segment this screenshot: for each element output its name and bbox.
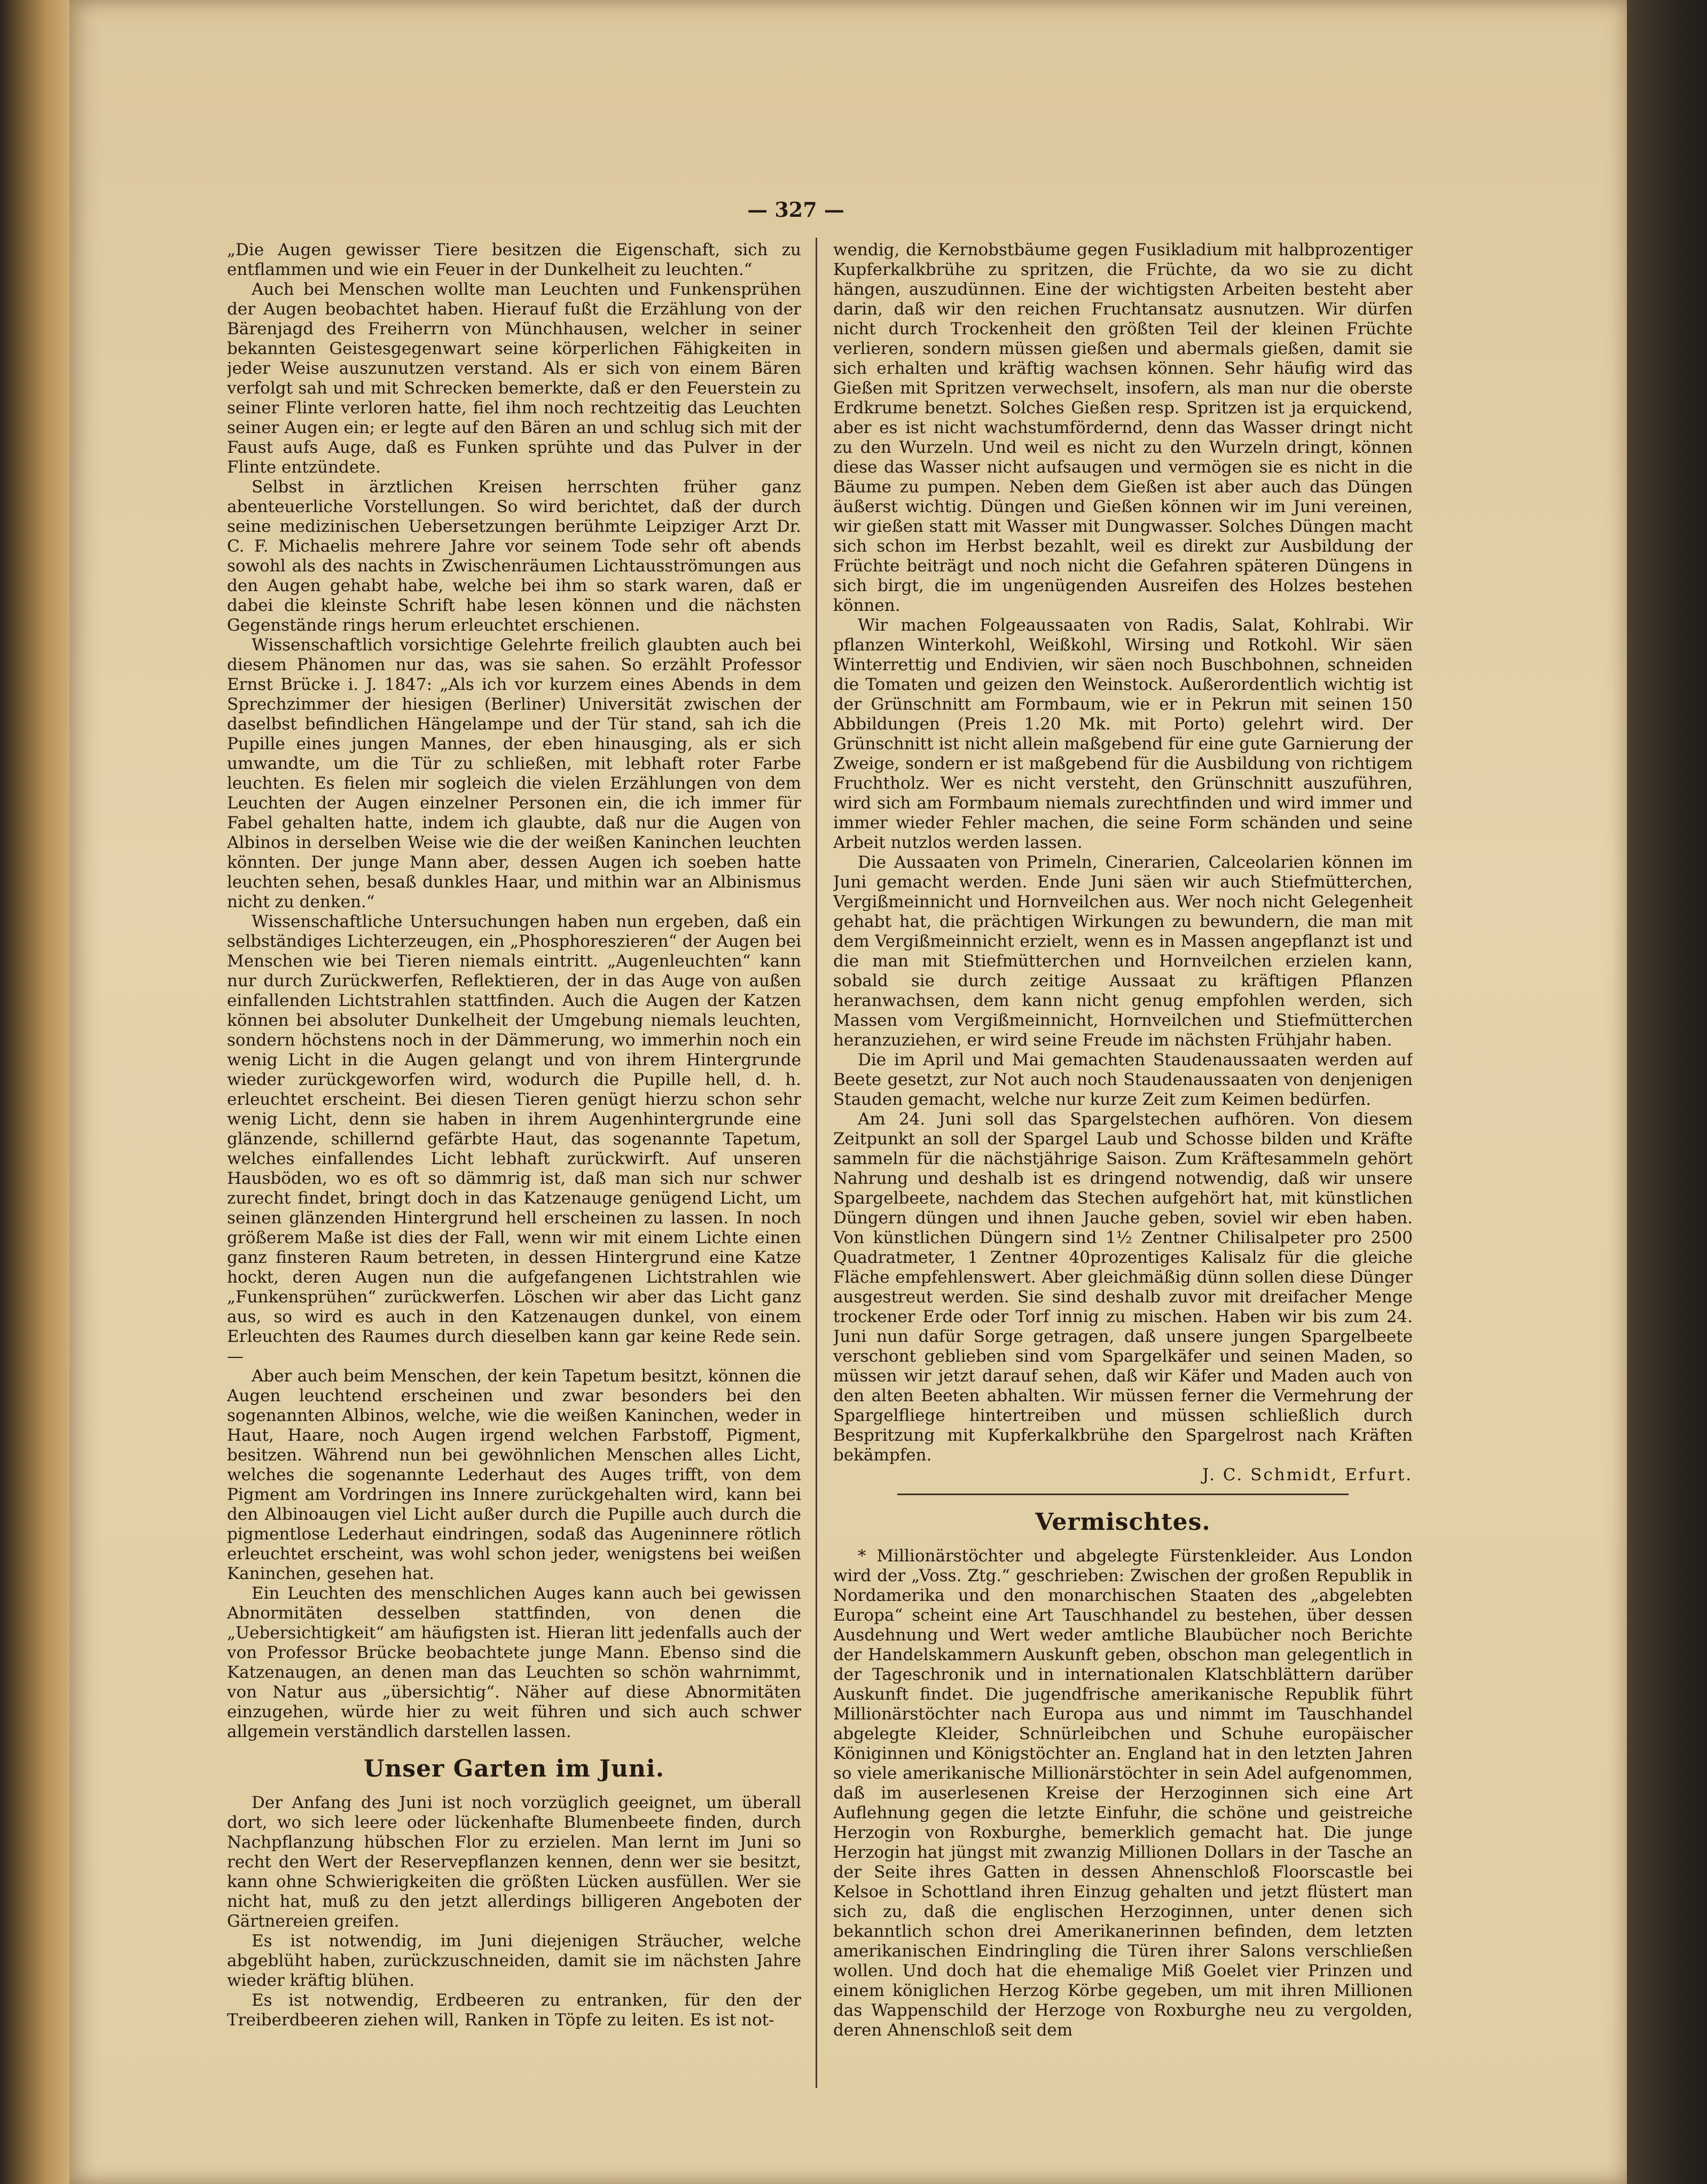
author-signature: J. C. Schmidt, Erfurt. [1202, 1465, 1413, 1484]
paragraph: Wissenschaftlich vorsichtige Gelehrte freilich glaubten auch bei diesem Phänomen nur das, was sie sahen. So erzählt Professor Ernst Brücke i. J. 1847: „Als ich vor kurzem eines Abends in dem Sprechzimmer der hiesigen (Berliner) Universität zwischen der daselbst befindlichen Hängelampe und der Tür stand, sah ich die Pupille eines jungen Mannes, der eben hinausging, als er sich umwandte, um die Tür zu schließen, mit lebhaft roter Farbe leuchten. Es fielen mir sogleich die vielen Erzählungen von dem Leuchten der Augen einzelner Personen ein, die ich immer für Fabel gehalten hatte, indem ich glaubte, daß nur die Augen von Albinos in derselben Weise wie die der weißen Kaninchen leuchten könnten. Der junge Mann aber, dessen Augen ich soeben hatte leuchten sehen, besaß dunkles Haar, und mithin war an Albinismus nicht zu denken.“ [227, 635, 801, 912]
left-column [227, 240, 801, 2141]
paragraph: Auch bei Menschen wollte man Leuchten und Funkensprühen der Augen beobachtet haben. Hierauf fußt die Erzählung von der Bärenjagd des Freiherrn von Münchhausen, welcher in seiner bekannten Geistesgegenwart seine körperlichen Fähigkeiten in jeder Weise auszunutzen verstand. Als er sich von einem Bären verfolgt sah und mit Schrecken bemerkte, daß er den Feuerstein zu seiner Flinte verloren hatte, fiel ihm noch rechtzeitig das Leuchten seiner Augen ein; er legte auf den Bären an und schlug sich mit der Faust aufs Auge, daß es Funken sprühte und das Pulver in der Flinte entzündete. [227, 280, 801, 477]
paragraph: Es ist notwendig, im Juni diejenigen Sträucher, welche abgeblüht haben, zurückzuschneiden, damit sie im nächsten Jahre wieder kräftig blühen. [227, 1931, 801, 1990]
binding-shadow [0, 0, 69, 2184]
paragraph: Am 24. Juni soll das Spargelstechen aufhören. Von diesem Zeitpunkt an soll der Spargel Laub und Schosse bilden und Kräfte sammeln für die nächstjährige Saison. Zum Kräftesammeln gehört Nahrung und deshalb ist es dringend notwendig, daß wir unsere Spargelbeete, nachdem das Stechen aufgehört hat, mit künstlichen Düngern düngen und ihnen Jauche geben, soviel wir eben haben. Von künstlichen Düngern sind 1½ Zentner Chilisalpeter pro 2500 Quadratmeter, 1 Zentner 40prozentiges Kalisalz für die gleiche Fläche empfehlenswert. Aber gleichmäßig dünn sollen diese Dünger ausgestreut werden. Sie sind deshalb zuvor mit dreifacher Menge trockener Erde oder Torf innig zu mischen. Haben wir bis zum 24. Juni nun dafür Sorge getragen, daß unsere jungen Spargelbeete verschont geblieben sind vom Spargelkäfer und seinen Maden, so müssen wir jetzt darauf sehen, daß wir Käfer und Maden auch von den alten Beeten abhalten. Wir müssen ferner die Vermehrung der Spargelfliege hintertreiben und müssen schließlich durch Bespritzung mit Kupferkalkbrühe den Spargelrost nach Kräften bekämpfen. [833, 1110, 1413, 1465]
section-rule [897, 1494, 1349, 1495]
paragraph: * Millionärstöchter und abgelegte Fürstenkleider. Aus London wird der „Voss. Ztg.“ geschrieben: Zwischen der großen Republik in Nordamerika und den monarchischen Staaten des „abgelebten Europa“ scheint eine Art Tauschhandel zu bestehen, über dessen Ausdehnung und Wert weder amtliche Blaubücher noch Berichte der Handelskammern Auskunft geben, obschon man gelegentlich in der Tageschronik und in internationalen Klatschblättern darüber Auskunft findet. Die jugendfrische amerikanische Republik führt Millionärstöchter nach Europa aus und nimmt im Tauschhandel abgelegte Kleider, Schnürleibchen und Schuhe europäischer Königinnen und Königstöchter an. England hat in den letzten Jahren so viele amerikanische Millionärstöchter in sein Adel aufgenommen, daß im auserlesenen Kreise der Herzoginnen sich eine Art Auflehnung gegen die letzte Einfuhr, die schöne und geistreiche Herzogin von Roxburghe, bemerklich gemacht hat. Die junge Herzogin hat jüngst mit zwanzig Millionen Dollars in der Tasche an der Seite ihres Gatten in dessen Ahnenschloß Floorscastle bei Kelsoe in Schottland ihren Einzug gehalten und jetzt flüstert man sich zu, daß die englischen Herzoginnen, unter denen sich bekanntlich schon drei Amerikanerinnen befinden, dem letzten amerikanischen Eindringling die Türen ihrer Salons verschließen wollen. Und doch hat die ehemalige Miß Goelet vier Prinzen und einem königlichen Herzog Körbe gegeben, um mit ihren Millionen das Wappenschild der Herzoge von Roxburghe neu zu vergolden, deren Ahnenschloß seit dem [833, 1546, 1413, 2040]
paragraph: Die im April und Mai gemachten Staudenaussaaten werden auf Beete gesetzt, zur Not auch noch Staudenaussaaten von denjenigen Stauden gemacht, welche nur kurze Zeit zum Keimen bedürfen. [833, 1050, 1413, 1109]
paragraph: Der Anfang des Juni ist noch vorzüglich geeignet, um überall dort, wo sich leere oder lückenhafte Blumenbeete finden, durch Nachpflanzung hübschen Flor zu erzielen. Man lernt im Juni so recht den Wert der Reservepflanzen kennen, denn wer sie besitzt, kann ohne Schwierigkeiten die größten Lücken ausfüllen. Wer sie nicht hat, muß zu den jetzt allerdings billigeren Angeboten der Gärtnereien greifen. [227, 1793, 801, 1931]
right-column [833, 240, 1413, 2141]
scan-background [1627, 0, 1707, 2184]
paragraph: Es ist notwendig, Erdbeeren zu entranken, für den der Treiberdbeeren ziehen will, Ranken in Töpfe zu leiten. Es ist not- [227, 1991, 801, 2030]
section-heading-misc: Vermischtes. [1035, 1509, 1211, 1536]
paragraph: Wissenschaftliche Untersuchungen haben nun ergeben, daß ein selbständiges Lichterzeugen, ein „Phosphoreszieren“ der Augen bei Menschen wie bei Tieren niemals eintritt. „Augenleuchten“ kann nur durch Zurückwerfen, Reflektieren, der in das Auge von außen einfallenden Lichtstrahlen stattfinden. Auch die Augen der Katzen können bei absoluter Dunkelheit der Umgebung niemals leuchten, sondern höchstens noch in der Dämmerung, wo immerhin noch ein wenig Licht in die Augen gelangt und von ihrem Hintergrunde wieder zurückgeworfen wird, wodurch die Pupille hell, d. h. erleuchtet erscheint. Bei diesen Tieren genügt hierzu schon sehr wenig Licht, denn sie haben in ihrem Augenhintergrunde eine glänzende, schillernd gefärbte Haut, das sogenannte Tapetum, welches einfallendes Licht lebhaft zurückwirft. Auf unseren Hausböden, wo es oft so dämmrig ist, daß man sich nur schwer zurecht findet, bringt doch in das Katzenauge genügend Licht, um seinen glänzenden Hintergrund hell erscheinen zu lassen. In noch größerem Maße ist dies der Fall, wenn wir mit einem Lichte einen ganz finsteren Raum betreten, in dessen Hintergrund eine Katze hockt, deren Augen nun die aufgefangenen Lichtstrahlen wie „Funkensprühen“ zurückwerfen. Löschen wir aber das Licht ganz aus, so wird es auch in den Katzenaugen dunkel, von einem Erleuchten des Raumes durch dieselben kann gar keine Rede sein. — [227, 912, 801, 1366]
paragraph: Ein Leuchten des menschlichen Auges kann auch bei gewissen Abnormitäten desselben stattfinden, von denen die „Uebersichtigkeit“ am häufigsten ist. Hieran litt jedenfalls auch der von Professor Brücke beobachtete junge Mann. Ebenso sind die Katzenaugen, an denen man das Leuchten so schön wahrnimmt, von Natur aus „übersichtig“. Näher auf diese Abnormitäten einzugehen, würde hier zu weit führen und sich auch schwer allgemein verständlich darstellen lassen. [227, 1584, 801, 1741]
paragraph: Wir machen Folgeaussaaten von Radis, Salat, Kohlrabi. Wir pflanzen Winterkohl, Weißkohl, Wirsing und Rotkohl. Wir säen Winterrettig und Endivien, wir säen noch Buschbohnen, schneiden die Tomaten und geizen den Weinstock. Außerordentlich wichtig ist der Grünschnitt am Formbaum, wie er in Pekrun mit seinen 150 Abbildungen (Preis 1.20 Mk. mit Porto) gelehrt wird. Der Grünschnitt ist nicht allein maßgebend für eine gute Garnierung der Zweige, sondern er ist maßgebend für die Ausbildung von richtigem Fruchtholz. Wer es nicht versteht, den Grünschnitt auszuführen, wird sich am Formbaum niemals zurechtfinden und wird immer und immer wieder Fehler machen, die seine Form schänden und seine Arbeit nutzlos werden lassen. [833, 616, 1413, 852]
paragraph: Selbst in ärztlichen Kreisen herrschten früher ganz abenteuerliche Vorstellungen. So wird berichtet, daß der durch seine medizinischen Uebersetzungen berühmte Leipziger Arzt Dr. C. F. Michaelis mehrere Jahre vor seinem Tode sehr oft abends sowohl als des nachts in Zwischenräumen Lichtausströmungen aus den Augen gehabt habe, welche bei ihm so stark waren, daß er dabei die kleinste Schrift habe lesen können und die nächsten Gegenstände rings herum erleuchtet erschienen. [227, 477, 801, 635]
section-heading-garden: Unser Garten im Juni. [364, 1755, 664, 1782]
paragraph: „Die Augen gewisser Tiere besitzen die Eigenschaft, sich zu entflammen und wie ein Feuer in der Dunkelheit zu leuchten.“ [227, 240, 801, 279]
paragraph: Die Aussaaten von Primeln, Cinerarien, Calceolarien können im Juni gemacht werden. Ende Juni säen wir auch Stiefmütterchen, Vergißmeinnicht und Hornveilchen aus. Wer noch nicht Gelegenheit gehabt hat, die prächtigen Wirkungen zu bewundern, die man mit dem Vergißmeinnicht erzielt, wenn es in Massen angepflanzt ist und die man mit Stiefmütterchen und Hornveilchen erzielen kann, sobald sie durch zeitige Aussaat zu kräftigen Pflanzen heranwachsen, dem kann nicht genug empfohlen werden, sich Massen vom Vergißmeinnicht, Hornveilchen und Stiefmütterchen heranzuziehen, er wird seine Freude im nächsten Frühjahr haben. [833, 853, 1413, 1050]
paragraph: Aber auch beim Menschen, der kein Tapetum besitzt, können die Augen leuchtend erscheinen und zwar besonders bei den sogenannten Albinos, welche, wie die weißen Kaninchen, weder in Haut, Haare, noch Augen irgend welchen Farbstoff, Pigment, besitzen. Während nun bei gewöhnlichen Menschen alles Licht, welches die sogenannte Lederhaut des Auges trifft, von dem Pigment am Vordringen ins Innere zurückgehalten wird, kann bei den Albinoaugen viel Licht außer durch die Pupille auch durch die pigmentlose Lederhaut eindringen, sodaß das Augeninnere rötlich erleuchtet erscheint, was wohl schon jeder, wenigstens bei weißen Kaninchen, gesehen hat. [227, 1366, 801, 1583]
page-number: — 327 — [747, 198, 844, 222]
column-divider [816, 238, 817, 2088]
paragraph: wendig, die Kernobstbäume gegen Fusikladium mit halbprozentiger Kupferkalkbrühe zu spritzen, die Früchte, da wo sie zu dicht hängen, auszudünnen. Eine der wichtigsten Arbeiten besteht aber darin, daß wir den reichen Fruchtansatz ausnutzen. Wir dürfen nicht durch Trockenheit den größten Teil der kleinen Früchte verlieren, sondern müssen gießen und abermals gießen, damit sie sich erhalten und kräftig wachsen können. Sehr häufig wird das Gießen mit Spritzen verwechselt, insofern, als man nur die oberste Erdkrume benetzt. Solches Gießen resp. Spritzen ist ja erquickend, aber es ist nicht wachstumfördernd, denn das Wasser dringt nicht zu den Wurzeln. Und weil es nicht zu den Wurzeln dringt, können diese das Wasser nicht aufsaugen und vermögen sie es nicht in die Bäume zu pumpen. Neben dem Gießen ist aber auch das Düngen äußerst wichtig. Düngen und Gießen können wir im Juni vereinen, wir gießen statt mit Wasser mit Dungwasser. Solches Düngen macht sich schon im Herbst bezahlt, weil es direkt zur Ausbildung der Früchte beiträgt und noch nicht die Gefahren späteren Düngens in sich birgt, die im ungenügenden Ausreifen des Holzes bestehen können. [833, 240, 1413, 615]
